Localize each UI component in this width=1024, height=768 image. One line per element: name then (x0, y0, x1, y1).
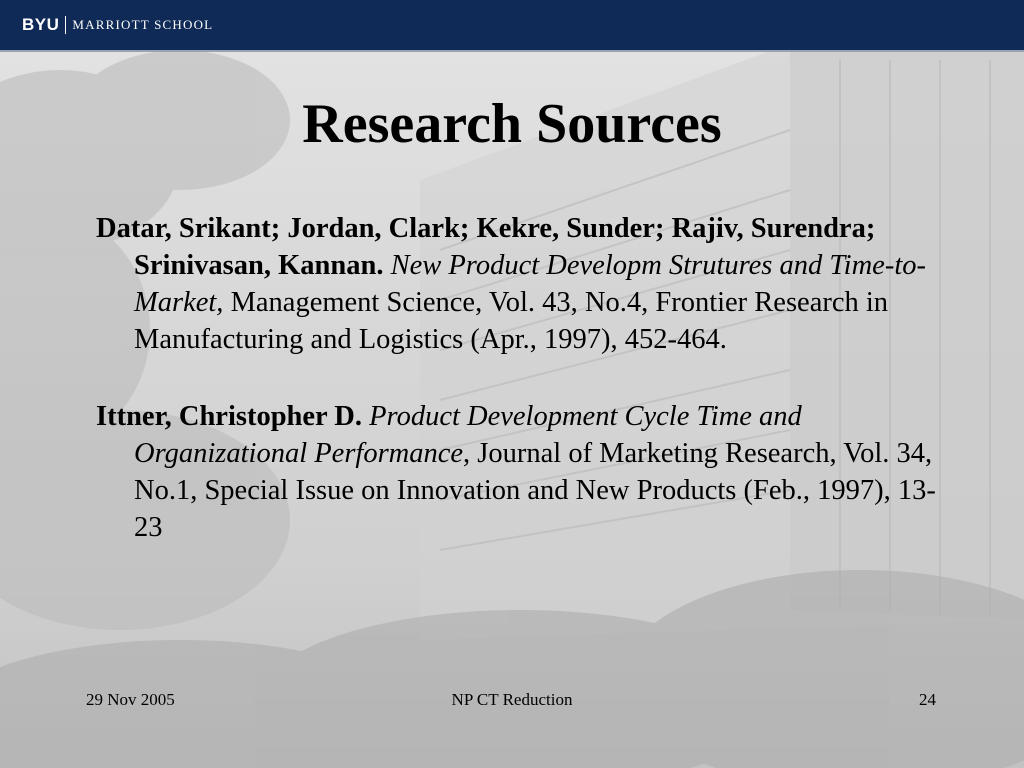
logo-divider (65, 16, 66, 34)
reference-title: Product Development Cycle Time and Organizational Performance (134, 401, 802, 469)
footer-date: 29 Nov 2005 (86, 690, 175, 709)
reference-item (96, 398, 956, 546)
reference-list (96, 210, 956, 586)
reference-details: Management Science, Vol. 43, No.4, Frontier Research in Manufacturing and Logistics (Apr., 1997), 452-464. (134, 287, 889, 355)
byu-marriott-logo (22, 13, 213, 37)
footer-title: NP CT Reduction (451, 690, 573, 709)
slide-number: 24 (919, 690, 936, 709)
slide-title: Research Sources (302, 93, 722, 155)
reference-item (96, 210, 956, 358)
header-bar (0, 0, 1024, 52)
reference-authors: Ittner, Christopher D. (96, 401, 363, 432)
reference-authors: Datar, Srikant; Jordan, Clark; Kekre, Sunder; Rajiv, Surendra; Srinivasan, Kannan. (96, 213, 876, 281)
byu-wordmark: BYU (22, 15, 60, 34)
marriott-school-wordmark: MARRIOTT SCHOOL (72, 17, 214, 32)
reference-details: , Journal of Marketing Research, Vol. 34, No.1, Special Issue on Innovation and New Products (Feb., 1997), 13-23 (134, 438, 936, 543)
reference-title: New Product Developm Strutures and Time-to-Market, (134, 250, 926, 318)
